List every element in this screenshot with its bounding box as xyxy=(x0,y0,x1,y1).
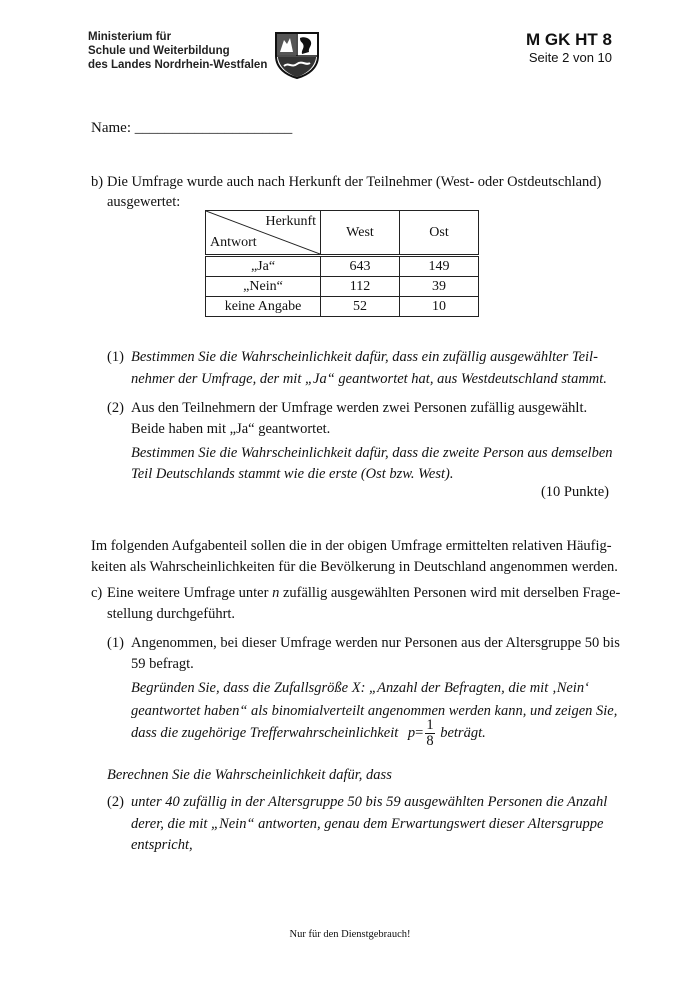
b1-label: (1) xyxy=(107,349,124,365)
part-c-intro-after: zufällig ausgewählten Personen wird mit derselben Frage- xyxy=(279,585,621,601)
table-row xyxy=(206,297,479,317)
nrw-coat-of-arms-icon xyxy=(272,30,322,80)
exam-code-block xyxy=(526,30,612,66)
c1-line-3: Begründen Sie, dass die Zufallsgröße X: „Anzahl der Befragten, die mit ‚Nein‘ xyxy=(131,680,589,696)
row-label: „Ja“ xyxy=(206,256,321,277)
c1-line-5-after: beträgt. xyxy=(440,724,486,741)
c2-label: (2) xyxy=(107,794,124,810)
col-header-west: West xyxy=(321,211,400,256)
cell-west: 52 xyxy=(321,297,400,317)
c1-line-5 xyxy=(131,718,486,749)
table-row xyxy=(206,256,479,277)
variable-n: n xyxy=(272,585,280,601)
part-b-intro-line-2: ausgewertet: xyxy=(107,194,181,210)
fraction-denominator: 8 xyxy=(426,733,434,749)
transition-line-1: Im folgenden Aufgabenteil sollen die in der obigen Umfrage ermittelten relativen Häufig- xyxy=(91,538,612,554)
c1-line-5-before: dass die zugehörige Trefferwahrscheinlichkeit xyxy=(131,724,399,741)
cell-west: 643 xyxy=(321,256,400,277)
transition-line-2: keiten als Wahrscheinlichkeiten für die Bevölkerung in Deutschland angenommen werden. xyxy=(91,559,618,575)
part-b-intro-line-1: Die Umfrage wurde auch nach Herkunft der Teilnehmer (West- oder Ostdeutschland) xyxy=(107,174,602,190)
corner-label-antwort: Antwort xyxy=(210,235,257,250)
ministry-line-3: des Landes Nordrhein-Westfalen xyxy=(88,59,268,71)
ministry-name xyxy=(88,30,267,72)
part-c-intro-before: Eine weitere Umfrage unter xyxy=(107,585,273,601)
table-row xyxy=(206,277,479,297)
c2-line-1: unter 40 zufällig in der Altersgruppe 50 bis 59 ausgewählten Personen die Anzahl xyxy=(131,794,608,810)
b2-line-3: Bestimmen Sie die Wahrscheinlichkeit dafür, dass die zweite Person aus demselben xyxy=(131,445,613,461)
ministry-line-2: Schule und Weiterbildung xyxy=(88,45,230,57)
equals-sign: = xyxy=(415,724,424,741)
part-c-label: c) xyxy=(91,585,103,601)
ministry-line-1: Ministerium für xyxy=(88,31,172,43)
c1-line-1: Angenommen, bei dieser Umfrage werden nur Personen aus der Altersgruppe 50 bis xyxy=(131,635,620,651)
footer-note: Nur für den Dienstgebrauch! xyxy=(289,929,411,940)
c1-label: (1) xyxy=(107,635,124,651)
corner-label-herkunft: Herkunft xyxy=(265,214,316,229)
table-corner-cell xyxy=(206,211,321,256)
b2-line-2: Beide haben mit „Ja“ geantwortet. xyxy=(131,421,331,437)
part-c-intro-line-1 xyxy=(107,582,620,605)
fraction-numerator: 1 xyxy=(426,717,434,733)
cell-ost: 149 xyxy=(400,256,479,277)
col-header-ost: Ost xyxy=(400,211,479,256)
c2-line-3: entspricht, xyxy=(131,837,193,853)
b1-line-2: nehmer der Umfrage, der mit „Ja“ geantwortet hat, aus Westdeutschland stammt. xyxy=(131,371,607,387)
b2-line-1: Aus den Teilnehmern der Umfrage werden zwei Personen zufällig ausgewählt. xyxy=(131,400,588,416)
cell-ost: 10 xyxy=(400,297,479,317)
cell-ost: 39 xyxy=(400,277,479,297)
fraction-one-eighth xyxy=(425,718,434,749)
points: (10 Punkte) xyxy=(540,484,609,500)
c2-line-2: derer, die mit „Nein“ antworten, genau dem Erwartungswert dieser Altersgruppe xyxy=(131,816,604,832)
table-header-row xyxy=(206,211,479,256)
row-label: „Nein“ xyxy=(206,277,321,297)
c1-line-2: 59 befragt. xyxy=(131,656,194,672)
b1-line-1: Bestimmen Sie die Wahrscheinlichkeit dafür, dass ein zufällig ausgewählter Teil- xyxy=(131,349,598,365)
survey-table xyxy=(205,210,479,317)
name-field: Name: _____________________ xyxy=(91,120,293,136)
cell-west: 112 xyxy=(321,277,400,297)
exam-code: M GK HT 8 xyxy=(526,30,612,49)
probability-p: p xyxy=(407,724,416,741)
page-info: Seite 2 von 10 xyxy=(528,50,612,65)
part-b-label: b) xyxy=(91,174,104,190)
part-c-intro-line-2: stellung durchgeführt. xyxy=(107,606,236,622)
c1-line-4: geantwortet haben“ als binomialverteilt angenommen werden kann, und zeigen Sie, xyxy=(131,703,618,719)
b2-line-4: Teil Deutschlands stammt wie die erste (Ost bzw. West). xyxy=(131,466,454,482)
b2-label: (2) xyxy=(107,400,124,416)
calc-intro: Berechnen Sie die Wahrscheinlichkeit dafür, dass xyxy=(107,767,392,783)
row-label: keine Angabe xyxy=(206,297,321,317)
